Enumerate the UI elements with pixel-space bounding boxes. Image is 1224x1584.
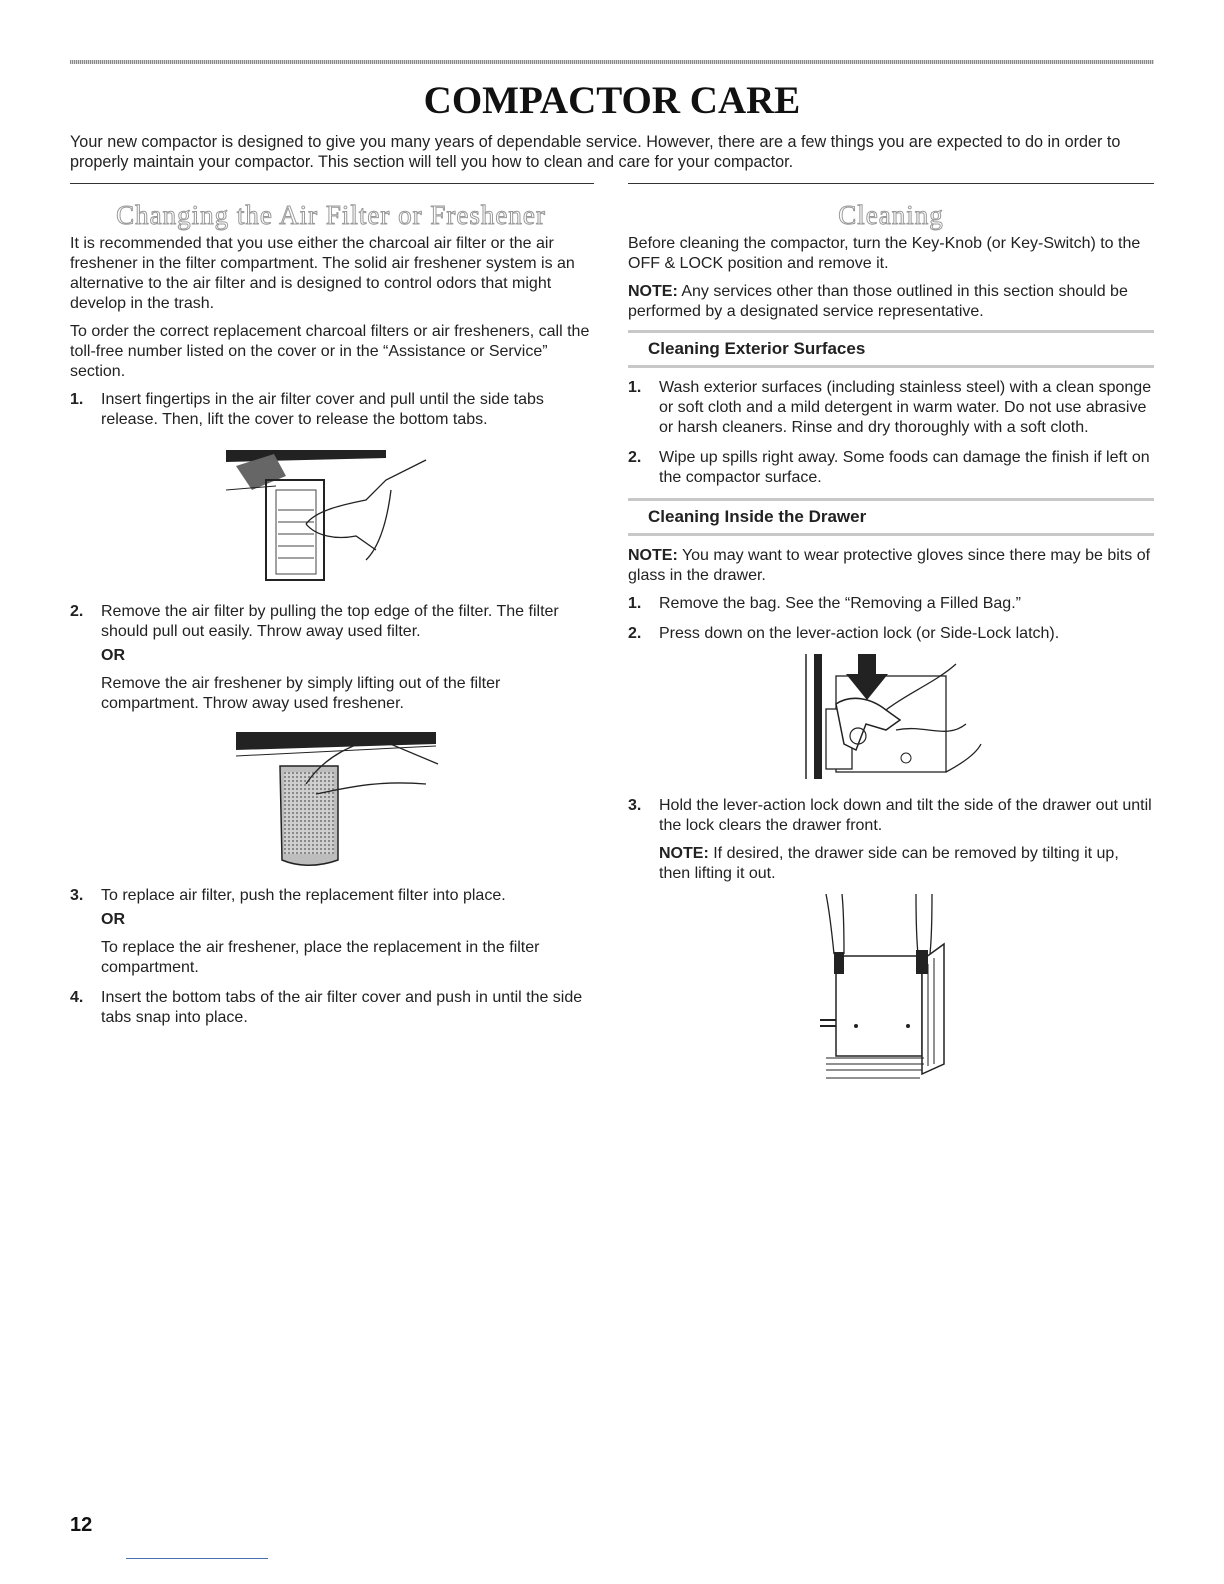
section-title-cleaning: Cleaning [838,200,944,230]
remove-drawer-side-illustration [816,894,966,1084]
right-section-rule [628,183,1154,184]
exterior-heading: Cleaning Exterior Surfaces [628,330,1154,368]
inside-note: NOTE: You may want to wear protective gloves since there may be bits of glass in the drawer. [628,547,1151,584]
page-number: 12 [70,1514,93,1536]
right-column [628,200,1154,1096]
cleaning-note: NOTE: Any services other than those outlined in this section should be performed by a designated service representative. [628,283,1128,320]
list-item: 2. Remove the air filter by pulling the top edge of the filter. The filter should pull out easily. Throw away used filter. OR Remove the air freshener by simply lifting out of the filter compartment. Throw away used freshener. [70,603,559,712]
list-item: 2. Press down on the lever-action lock (or Side-Lock latch). [628,625,1060,642]
list-item: 1. Remove the bag. See the “Removing a Filled Bag.” [628,595,1021,612]
list-item: 1. Insert fingertips in the air filter cover and pull until the side tabs release. Then, lift the cover to release the bottom tabs. [70,391,544,428]
lever-lock-illustration [796,654,986,784]
list-item: 2. Wipe up spills right away. Some foods can damage the finish if left on the compactor surface. [628,449,1150,486]
intro-paragraph: Your new compactor is designed to give you many years of dependable service. However, there are a few things you are expected to do in order to properly maintain your compactor. This section will tell you how to clean and care for your compactor. [70,133,1121,171]
remove-filter-illustration [216,724,446,874]
air-filter-steps [70,390,592,430]
air-filter-steps-cont [70,602,592,714]
list-item: 4. Insert the bottom tabs of the air filter cover and push in until the side tabs snap into place. [70,989,583,1026]
exterior-steps [628,378,1154,488]
air-filter-steps-cont2 [70,886,592,1028]
list-item: 3. To replace air filter, push the replacement filter into place. OR To replace the air freshener, place the replacement in the filter compartment. [70,887,540,976]
air-filter-order-info: To order the correct replacement charcoal filters or air fresheners, call the toll-free number listed on the cover or in the “Assistance or Service” section. [70,323,590,380]
left-column [70,200,592,1038]
drawer-side-note: NOTE: If desired, the drawer side can be removed by tilting it up, then lifting it out. [659,845,1119,882]
list-item: 1. Wash exterior surfaces (including stainless steel) with a clean sponge or soft cloth and a mild detergent in warm water. Do not use abrasive or harsh cleaners. Rinse and dry thoroughly with a soft cloth. [628,379,1152,436]
remove-filter-cover-illustration [216,440,446,590]
air-filter-intro: It is recommended that you use either the charcoal air filter or the air freshener in the filter compartment. The solid air freshener system is an alternative to the air filter and is designed to control odors that might develop in the trash. [70,235,575,312]
footer-link-underline [126,1558,268,1559]
page-title: COMPACTOR CARE [423,79,801,122]
inside-steps [628,594,1154,644]
left-section-rule [70,183,594,184]
top-decorative-rule [70,60,1154,64]
cleaning-intro: Before cleaning the compactor, turn the Key-Knob (or Key-Switch) to the OFF & LOCK position and remove it. [628,235,1141,272]
inside-heading: Cleaning Inside the Drawer [628,498,1154,536]
inside-steps-cont [628,796,1154,884]
section-title-air-filter: Changing the Air Filter or Freshener [116,200,546,230]
list-item: 3. Hold the lever-action lock down and tilt the side of the drawer out until the lock clears the drawer front. NOTE: If desired, the drawer side can be removed by tilting it up, then lifting it out. [628,796,1154,884]
